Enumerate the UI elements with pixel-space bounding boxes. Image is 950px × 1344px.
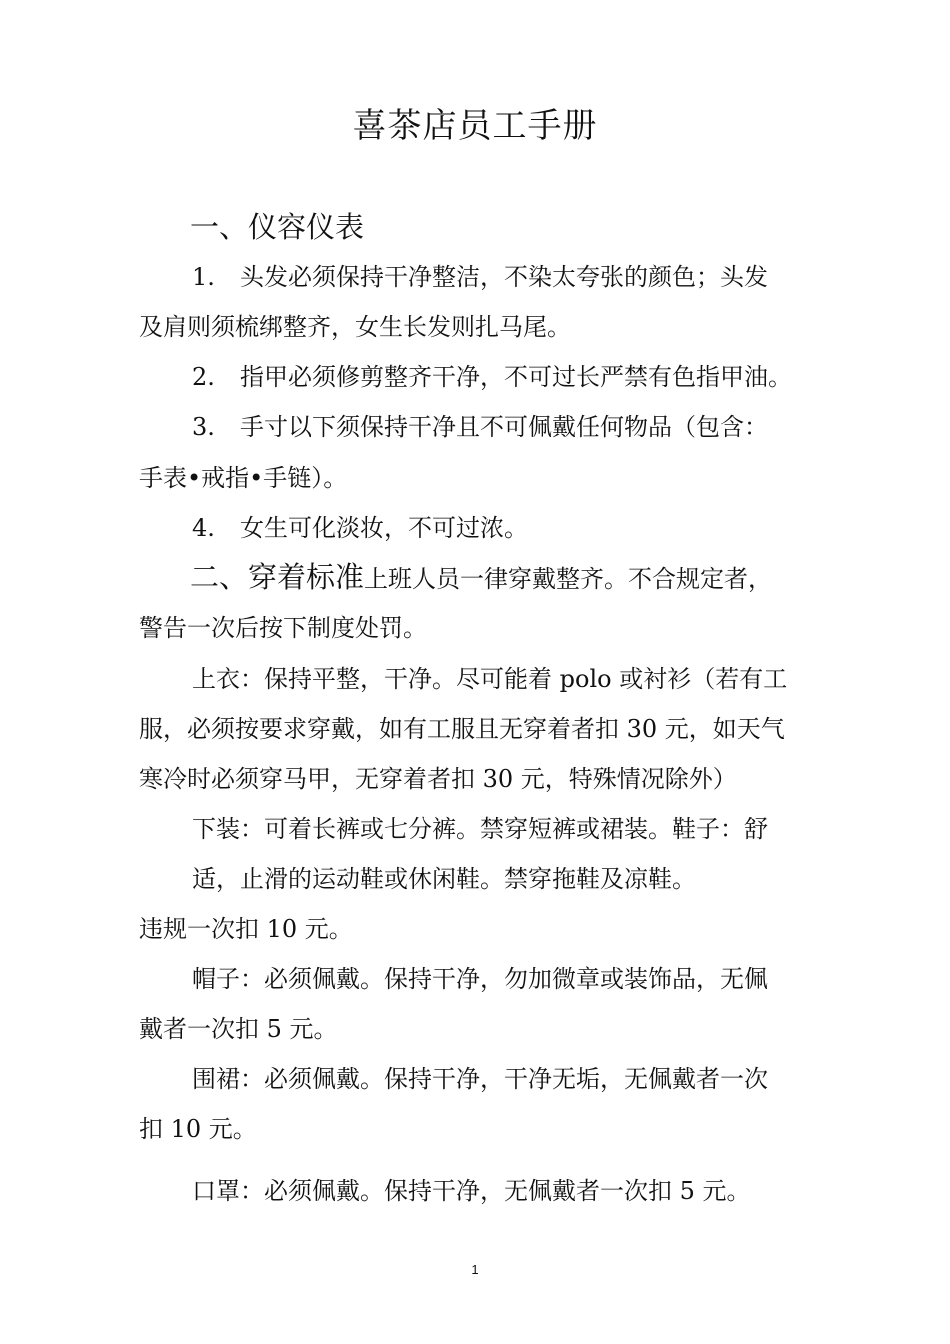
section-1-heading: 一、仪容仪表 bbox=[190, 210, 365, 244]
item-number: 2. bbox=[192, 363, 215, 391]
rule-bottom-wear: 下装：可着长裤或七分裤。禁穿短裤或裙装。鞋子：舒 bbox=[192, 815, 768, 843]
rule-bottom-wear-continued: 适，止滑的运动鞋或休闲鞋。禁穿拖鞋及凉鞋。 bbox=[192, 865, 696, 893]
rule-top-wear-continued: 寒冷时必须穿马甲，无穿着者扣 30 元，特殊情况除外） bbox=[139, 765, 737, 793]
section-2-intro-continued: 警告一次后按下制度处罚。 bbox=[139, 614, 427, 642]
section-2-intro: 上班人员一律穿戴整齐。不合规定者， bbox=[364, 565, 773, 593]
rule-apron: 围裙：必须佩戴。保持干净，干净无垢，无佩戴者一次 bbox=[192, 1065, 768, 1093]
item-text: 手寸以下须保持干净且不可佩戴任何物品（包含： bbox=[240, 413, 768, 441]
rule-hat-continued: 戴者一次扣 5 元。 bbox=[139, 1015, 338, 1043]
item-text: 指甲必须修剪整齐干净，不可过长严禁有色指甲油。 bbox=[240, 363, 792, 391]
rule-hat: 帽子：必须佩戴。保持干净，勿加微章或装饰品，无佩 bbox=[192, 965, 768, 993]
page-title: 喜茶店员工手册 bbox=[352, 106, 598, 146]
list-item bbox=[192, 362, 792, 392]
item-text: 头发必须保持干净整洁，不染太夸张的颜色；头发 bbox=[240, 263, 768, 291]
item-text: 女生可化淡妆，不可过浓。 bbox=[240, 514, 528, 542]
item-number: 1. bbox=[192, 263, 215, 291]
rule-bottom-wear-continued: 违规一次扣 10 元。 bbox=[139, 915, 353, 943]
item-number: 3. bbox=[192, 413, 215, 441]
list-item bbox=[192, 412, 768, 442]
list-item bbox=[192, 513, 528, 543]
rule-mask: 口罩：必须佩戴。保持干净，无佩戴者一次扣 5 元。 bbox=[192, 1177, 751, 1205]
rule-top-wear-continued: 服，必须按要求穿戴，如有工服且无穿着者扣 30 元，如天气 bbox=[139, 715, 785, 743]
page-number: 1 bbox=[471, 1262, 479, 1277]
item-text-continued: 及肩则须梳绑整齐，女生长发则扎马尾。 bbox=[139, 313, 571, 341]
section-2-first-line bbox=[190, 562, 772, 594]
list-item bbox=[192, 262, 768, 292]
rule-apron-continued: 扣 10 元。 bbox=[139, 1115, 257, 1143]
item-text-continued: 手表•戒指•手链）。 bbox=[139, 464, 348, 492]
item-number: 4. bbox=[192, 514, 215, 542]
section-2-heading: 二、穿着标准 bbox=[190, 560, 365, 594]
rule-top-wear: 上衣：保持平整，干净。尽可能着 polo 或衬衫（若有工 bbox=[192, 665, 788, 693]
